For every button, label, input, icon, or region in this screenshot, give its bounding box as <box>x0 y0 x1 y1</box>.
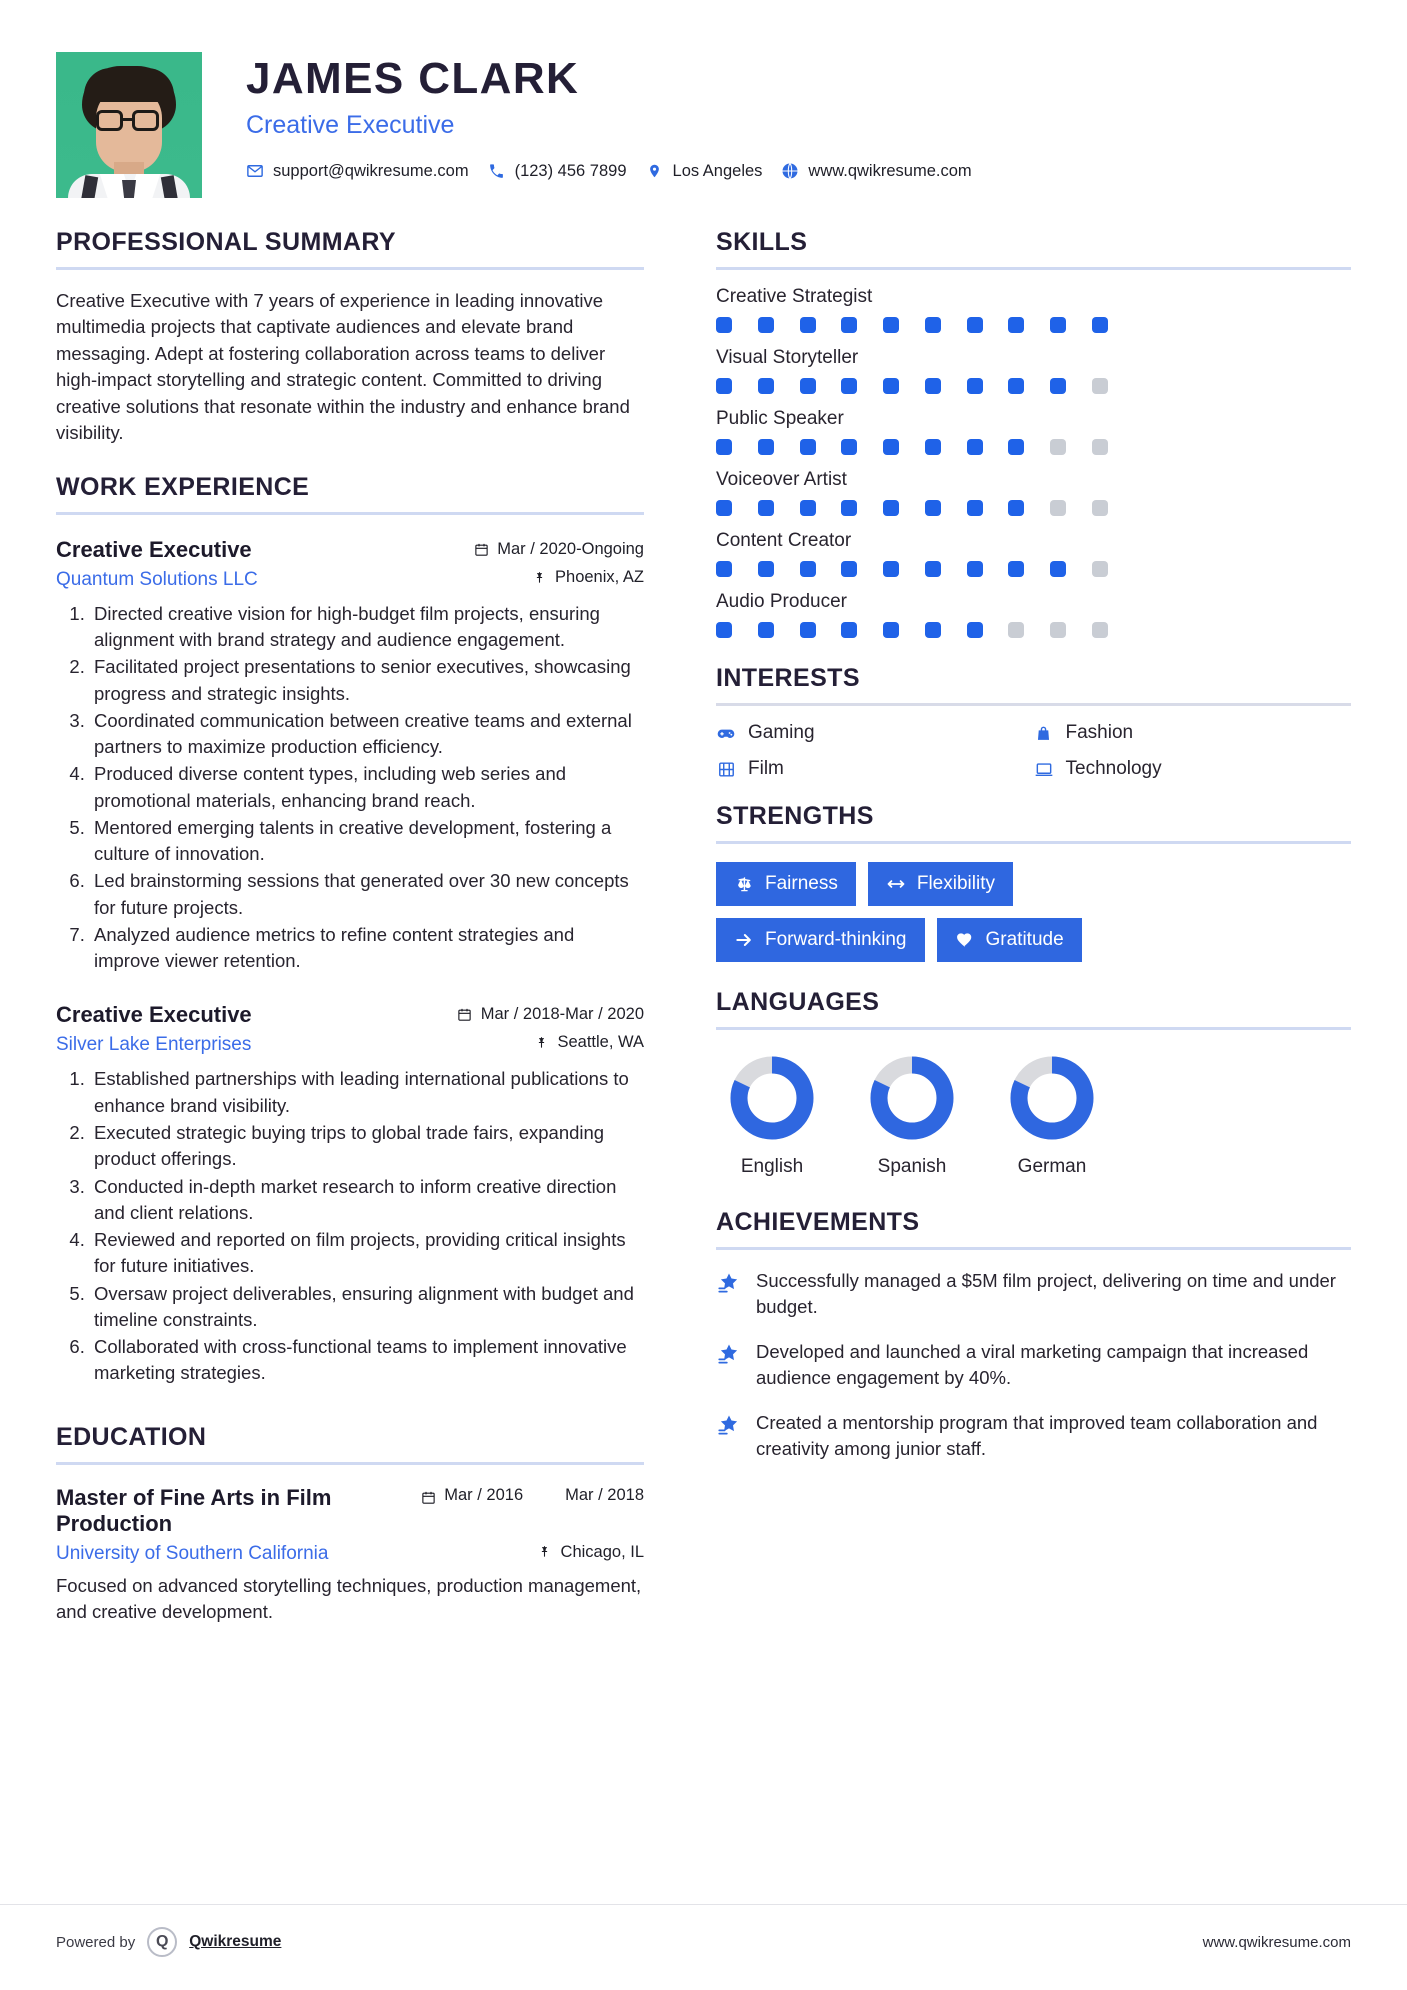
list-item: 6. Led brainstorming sessions that generated over 30 new concepts for future projects. <box>90 868 644 921</box>
achievement-text: Developed and launched a viral marketing campaign that increased audience engagement by 40%. <box>756 1340 1309 1389</box>
job-organization[interactable]: Quantum Solutions LLC <box>56 568 258 590</box>
left-column <box>56 228 674 1626</box>
skill-dot-filled <box>925 378 941 394</box>
map-pin-icon <box>646 162 664 180</box>
star-badge-icon <box>716 1412 742 1438</box>
contact-website-text: www.qwikresume.com <box>808 161 972 180</box>
skill-dot-empty <box>1092 622 1108 638</box>
profile-photo <box>56 52 202 198</box>
skills-list <box>716 286 1351 638</box>
skill-dot-empty <box>1050 439 1066 455</box>
job-location-text: Phoenix, AZ <box>555 567 644 586</box>
skill-name: Visual Storyteller <box>716 347 859 368</box>
skill-dot-filled <box>925 500 941 516</box>
skill-dot-filled <box>716 439 732 455</box>
section-title-skills: SKILLS <box>716 228 808 256</box>
scales-icon <box>734 874 754 894</box>
skill-dot-filled <box>841 439 857 455</box>
skill-row <box>716 408 1351 455</box>
job-role-subtitle: Creative Executive <box>246 110 455 139</box>
contact-phone[interactable] <box>488 162 627 181</box>
job-location <box>533 1033 644 1052</box>
skill-level-dots <box>716 561 1108 577</box>
skill-dot-filled <box>967 317 983 333</box>
page-title: JAMES CLARK <box>246 54 580 103</box>
contact-location <box>646 162 763 181</box>
skill-dot-filled <box>883 317 899 333</box>
job-location-text: Seattle, WA <box>557 1033 644 1052</box>
skill-dot-empty <box>1092 439 1108 455</box>
achievement-item <box>716 1339 1351 1392</box>
skill-dot-filled <box>758 317 774 333</box>
skill-dot-filled <box>758 439 774 455</box>
section-title-work: WORK EXPERIENCE <box>56 472 310 501</box>
skill-dot-filled <box>716 500 732 516</box>
skill-dot-filled <box>1008 561 1024 577</box>
language-donut-chart <box>726 1052 818 1144</box>
skill-dot-filled <box>967 439 983 455</box>
skill-dot-filled <box>1008 378 1024 394</box>
divider <box>716 841 1351 844</box>
section-interests <box>716 664 1351 794</box>
job-title: Creative Executive <box>56 1002 252 1028</box>
phone-icon <box>488 162 506 180</box>
divider <box>56 1462 644 1465</box>
contact-location-text: Los Angeles <box>672 161 763 180</box>
achievement-item <box>716 1410 1351 1463</box>
skill-dot-filled <box>758 500 774 516</box>
job-duties-list <box>56 1066 644 1386</box>
strength-chip-flexibility <box>868 862 1013 906</box>
strength-label: Gratitude <box>985 929 1064 950</box>
strength-label: Flexibility <box>916 873 995 894</box>
resume-body <box>0 198 1407 1626</box>
contact-list <box>246 162 972 181</box>
strength-chip-fairness <box>716 862 856 906</box>
skill-dot-filled <box>758 378 774 394</box>
skill-row <box>716 347 1351 394</box>
language-name: English <box>740 1156 804 1177</box>
brand-link[interactable]: Qwikresume <box>189 1933 282 1950</box>
envelope-icon <box>246 162 264 180</box>
achievement-text: Created a mentorship program that improved team collaboration and creativity among junior staff. <box>756 1411 1318 1460</box>
language-item <box>996 1052 1108 1178</box>
divider <box>56 267 644 270</box>
job-dates-text: Mar / 2018-Mar / 2020 <box>480 1005 644 1024</box>
heart-icon <box>955 930 975 950</box>
language-name: German <box>1017 1156 1087 1177</box>
skill-dot-filled <box>967 622 983 638</box>
skill-dot-empty <box>1050 622 1066 638</box>
skill-dot-filled <box>1008 317 1024 333</box>
skill-dot-filled <box>1008 500 1024 516</box>
section-languages <box>716 988 1351 1178</box>
skill-dot-empty <box>1092 500 1108 516</box>
pin-icon <box>531 569 547 585</box>
skill-level-dots <box>716 622 1108 638</box>
skill-dot-filled <box>883 561 899 577</box>
arrow-right-icon <box>734 930 754 950</box>
calendar-icon <box>473 541 489 557</box>
section-strengths <box>716 802 1351 962</box>
contact-email-text: support@qwikresume.com <box>273 161 469 180</box>
list-item: 5. Oversaw project deliverables, ensuring alignment with budget and timeline constraints. <box>90 1281 644 1334</box>
list-item: 5. Mentored emerging talents in creative development, fostering a culture of innovation. <box>90 815 644 868</box>
strength-label: Forward-thinking <box>765 929 907 950</box>
skill-dot-filled <box>841 378 857 394</box>
interest-item-gaming <box>716 722 1034 744</box>
skill-dot-filled <box>841 622 857 638</box>
skill-dot-filled <box>800 439 816 455</box>
skill-dot-empty <box>1050 500 1066 516</box>
skill-row <box>716 286 1351 333</box>
section-achievements <box>716 1208 1351 1463</box>
gamepad-icon <box>716 723 736 743</box>
skill-dot-filled <box>883 500 899 516</box>
language-item <box>716 1052 828 1178</box>
skill-dot-filled <box>967 561 983 577</box>
summary-text: Creative Executive with 7 years of experience in leading innovative multimedia projects that captivate audiences and elevate brand messaging. Adept at fostering collaboration across teams to deliver high-impact storytelling and strategic content. Committed to driving creative solutions that resonate within the industry and enhance brand visibility. <box>56 290 630 444</box>
section-skills <box>716 228 1351 638</box>
skill-dot-filled <box>967 500 983 516</box>
strength-chip-forward-thinking <box>716 918 925 962</box>
skill-dot-filled <box>883 378 899 394</box>
skill-dot-filled <box>800 500 816 516</box>
skill-dot-filled <box>1092 317 1108 333</box>
education-location-text: Chicago, IL <box>560 1543 644 1562</box>
contact-phone-text: (123) 456 7899 <box>514 161 627 180</box>
arrows-horizontal-icon <box>886 874 906 894</box>
skill-name: Voiceover Artist <box>716 469 847 490</box>
list-item: 1. Established partnerships with leading international publications to enhance brand visibility. <box>90 1066 644 1119</box>
skill-row <box>716 591 1351 638</box>
job-location <box>531 568 644 587</box>
skill-level-dots <box>716 439 1108 455</box>
skill-dot-filled <box>841 561 857 577</box>
skill-dot-filled <box>758 622 774 638</box>
achievement-item <box>716 1268 1351 1321</box>
calendar-icon <box>457 1007 473 1023</box>
skill-dot-filled <box>800 622 816 638</box>
skill-dot-filled <box>967 378 983 394</box>
skill-dot-filled <box>925 622 941 638</box>
section-education <box>56 1423 644 1626</box>
section-title-summary: PROFESSIONAL SUMMARY <box>56 228 396 256</box>
job-dates <box>473 540 644 559</box>
work-entry <box>56 537 644 975</box>
strength-chip-gratitude <box>937 918 1082 962</box>
strengths-list <box>716 862 1108 962</box>
interest-label: Gaming <box>748 722 815 743</box>
strength-label: Fairness <box>765 873 838 894</box>
qwikresume-logo-icon <box>147 1927 177 1957</box>
star-badge-icon <box>716 1270 742 1296</box>
language-name: Spanish <box>877 1156 947 1177</box>
contact-email[interactable] <box>246 162 469 181</box>
skill-level-dots <box>716 500 1108 516</box>
powered-by-block <box>56 1927 281 1957</box>
interest-label: Film <box>748 758 784 779</box>
list-item: 4. Reviewed and reported on film projects, providing critical insights for future initiatives. <box>90 1227 644 1280</box>
powered-by-label: Powered by <box>56 1933 136 1951</box>
list-item: 2. Facilitated project presentations to senior executives, showcasing progress and strategic insights. <box>90 654 644 707</box>
section-title-interests: INTERESTS <box>716 664 860 692</box>
skill-dot-filled <box>800 317 816 333</box>
section-title-achievements: ACHIEVEMENTS <box>716 1208 920 1236</box>
job-dates-text: Mar / 2020-Ongoing <box>497 539 644 558</box>
education-school[interactable]: University of Southern California <box>56 1542 329 1564</box>
skill-dot-filled <box>1008 439 1024 455</box>
divider <box>716 1247 1351 1250</box>
list-item: 3. Coordinated communication between creative teams and external partners to maximize production efficiency. <box>90 708 644 761</box>
pin-icon <box>533 1035 549 1051</box>
skill-dot-filled <box>925 561 941 577</box>
skill-dot-filled <box>1050 561 1066 577</box>
footer-website[interactable]: www.qwikresume.com <box>1202 1933 1351 1951</box>
language-donut-chart <box>866 1052 958 1144</box>
education-dates <box>420 1486 644 1506</box>
section-title-languages: LANGUAGES <box>716 988 880 1016</box>
skill-name: Creative Strategist <box>716 286 873 307</box>
resume-header <box>0 0 1407 198</box>
job-duties-list <box>56 601 644 975</box>
divider <box>716 1027 1351 1030</box>
calendar-icon <box>420 1489 436 1505</box>
skill-dot-filled <box>800 378 816 394</box>
page-footer <box>0 1904 1407 1990</box>
list-item: 3. Conducted in-depth market research to inform creative direction and client relations. <box>90 1174 644 1227</box>
education-location <box>537 1543 644 1562</box>
divider <box>716 703 1351 706</box>
language-donut-chart <box>1006 1052 1098 1144</box>
list-item: 4. Produced diverse content types, including web series and promotional materials, enhancing brand reach. <box>90 761 644 814</box>
skill-dot-filled <box>716 622 732 638</box>
list-item: 6. Collaborated with cross-functional teams to implement innovative marketing strategies. <box>90 1334 644 1387</box>
list-item: 7. Analyzed audience metrics to refine content strategies and improve viewer retention. <box>90 922 644 975</box>
skill-dot-filled <box>716 561 732 577</box>
skill-dot-filled <box>800 561 816 577</box>
job-dates <box>457 1005 644 1024</box>
section-title-strengths: STRENGTHS <box>716 802 874 830</box>
skill-dot-empty <box>1092 561 1108 577</box>
work-entry <box>56 1002 644 1386</box>
languages-list <box>716 1052 1108 1178</box>
skill-dot-filled <box>883 439 899 455</box>
skill-level-dots <box>716 378 1108 394</box>
skill-dot-filled <box>925 317 941 333</box>
skill-row <box>716 469 1351 516</box>
section-work-experience <box>56 473 644 1387</box>
star-badge-icon <box>716 1341 742 1367</box>
achievement-text: Successfully managed a $5M film project, delivering on time and under budget. <box>756 1270 1336 1318</box>
education-description: Focused on advanced storytelling techniques, production management, and creative development. <box>56 1574 642 1623</box>
skill-level-dots <box>716 317 1108 333</box>
interest-item-technology <box>1034 758 1352 780</box>
skill-dot-empty <box>1008 622 1024 638</box>
logo-letter: Q <box>155 1933 169 1950</box>
section-title-education: EDUCATION <box>56 1422 207 1451</box>
handbag-icon <box>1034 723 1054 743</box>
education-date-start-text: Mar / 2016 <box>444 1486 524 1505</box>
skill-dot-filled <box>841 317 857 333</box>
list-item: 1. Directed creative vision for high-budget film projects, ensuring alignment with brand strategy and audience engagement. <box>90 601 644 654</box>
right-column <box>674 228 1351 1626</box>
laptop-icon <box>1034 759 1054 779</box>
interest-item-fashion <box>1034 722 1352 744</box>
education-date-start <box>444 1486 523 1506</box>
education-date-end <box>565 1486 644 1506</box>
pin-icon <box>537 1543 553 1559</box>
section-professional-summary <box>56 228 644 447</box>
film-strip-icon <box>716 759 736 779</box>
contact-website[interactable] <box>781 162 971 181</box>
interest-label: Technology <box>1065 758 1162 779</box>
language-item <box>856 1052 968 1178</box>
globe-icon <box>781 162 799 180</box>
skill-name: Public Speaker <box>716 408 844 429</box>
education-date-end-text: Mar / 2018 <box>565 1486 644 1505</box>
skill-dot-filled <box>1050 317 1066 333</box>
skill-name: Audio Producer <box>716 591 847 612</box>
job-title: Creative Executive <box>56 536 252 562</box>
skill-dot-filled <box>841 500 857 516</box>
interest-label: Fashion <box>1065 722 1134 743</box>
skill-name: Content Creator <box>716 530 852 551</box>
skill-dot-filled <box>716 317 732 333</box>
skill-dot-filled <box>1050 378 1066 394</box>
list-item: 2. Executed strategic buying trips to global trade fairs, expanding product offerings. <box>90 1120 644 1173</box>
interest-item-film <box>716 758 1034 780</box>
divider <box>56 512 644 515</box>
education-degree: Master of Fine Arts in Film Production <box>56 1484 332 1536</box>
skill-dot-empty <box>1092 378 1108 394</box>
skill-dot-filled <box>758 561 774 577</box>
interests-list <box>716 722 1351 794</box>
job-organization[interactable]: Silver Lake Enterprises <box>56 1034 252 1056</box>
skill-dot-filled <box>925 439 941 455</box>
skill-row <box>716 530 1351 577</box>
skill-dot-filled <box>716 378 732 394</box>
skill-dot-filled <box>883 622 899 638</box>
divider <box>716 267 1351 270</box>
